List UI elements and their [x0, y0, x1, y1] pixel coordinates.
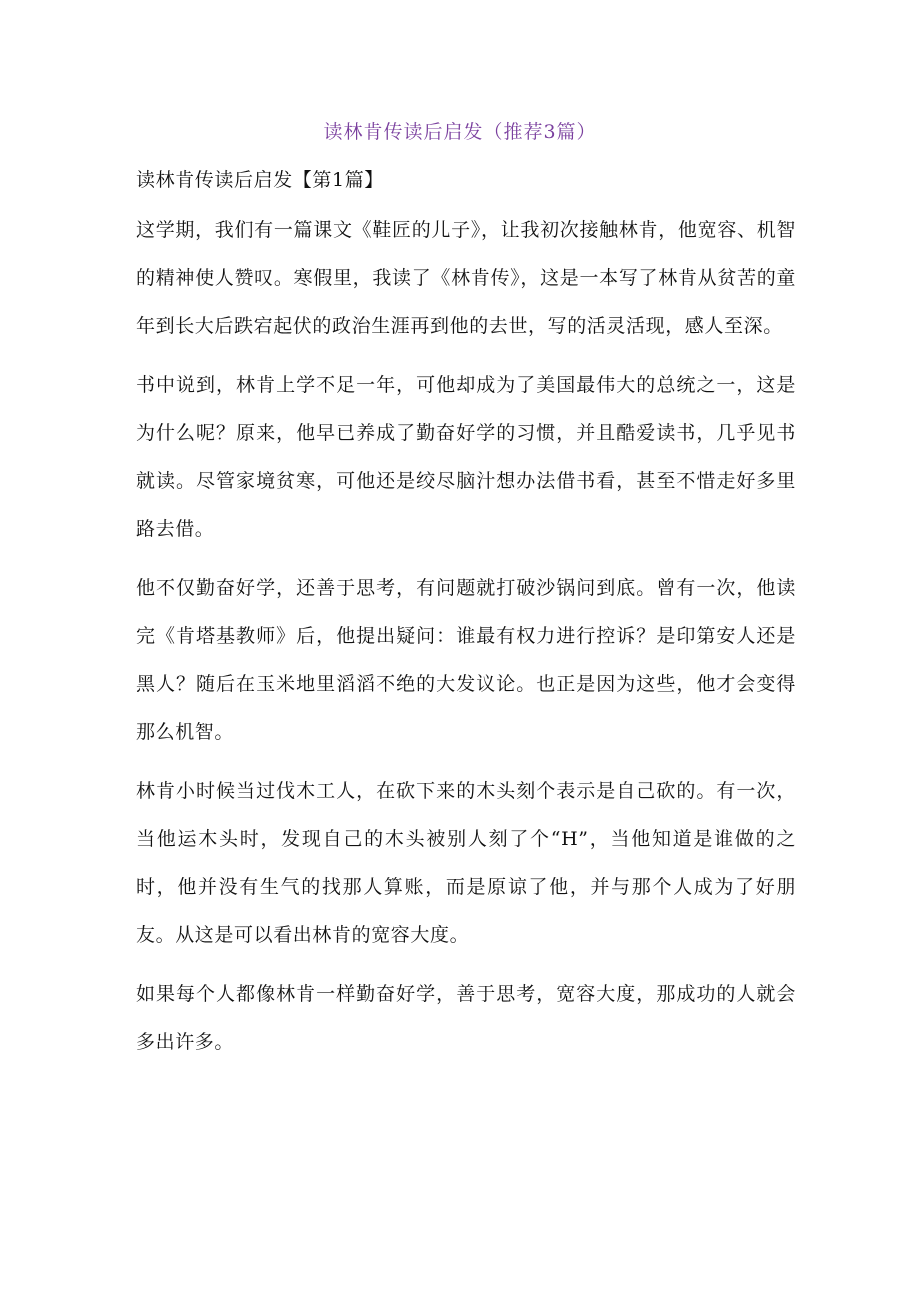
- document-title: 读林肯传读后启发（推荐3篇）: [323, 121, 597, 143]
- paragraph-3: 他不仅勤奋好学，还善于思考，有问题就打破沙锅问到底。曾有一次，他读完《肯塔基教师》后，他提出疑问：谁最有权力进行控诉？是印第安人还是黑人？随后在玉米地里滔滔不绝的大发议论。也正是因为这些，他才会变得那么机智。: [136, 577, 796, 743]
- paragraph-5: 如果每个人都像林肯一样勤奋好学，善于思考，宽容大度，那成功的人就会多出许多。: [136, 983, 796, 1053]
- document-body: [136, 164, 796, 1077]
- paragraph-2: 书中说到，林肯上学不足一年，可他却成为了美国最伟大的总统之一，这是为什么呢？原来，他早已养成了勤奋好学的习惯，并且酷爱读书，几乎见书就读。尽管家境贫寒，可他还是绞尽脑汁想办法借书看，甚至不惜走好多里路去借。: [136, 374, 796, 540]
- paragraph-4: 林肯小时候当过伐木工人，在砍下来的木头刻个表示是自己砍的。有一次，当他运木头时，发现自己的木头被别人刻了个“H”，当他知道是谁做的之时，他并没有生气的找那人算账，而是原谅了他，并与那个人成为了好朋友。从这是可以看出林肯的宽容大度。: [136, 780, 796, 946]
- section-heading: 读林肯传读后启发【第1篇】: [136, 169, 384, 191]
- paragraph-1: 这学期，我们有一篇课文《鞋匠的儿子》，让我初次接触林肯，他宽容、机智的精神使人赞叹。寒假里，我读了《林肯传》，这是一本写了林肯从贫苦的童年到长大后跌宕起伏的政治生涯再到他的去世，写的活灵活现，感人至深。: [136, 219, 796, 337]
